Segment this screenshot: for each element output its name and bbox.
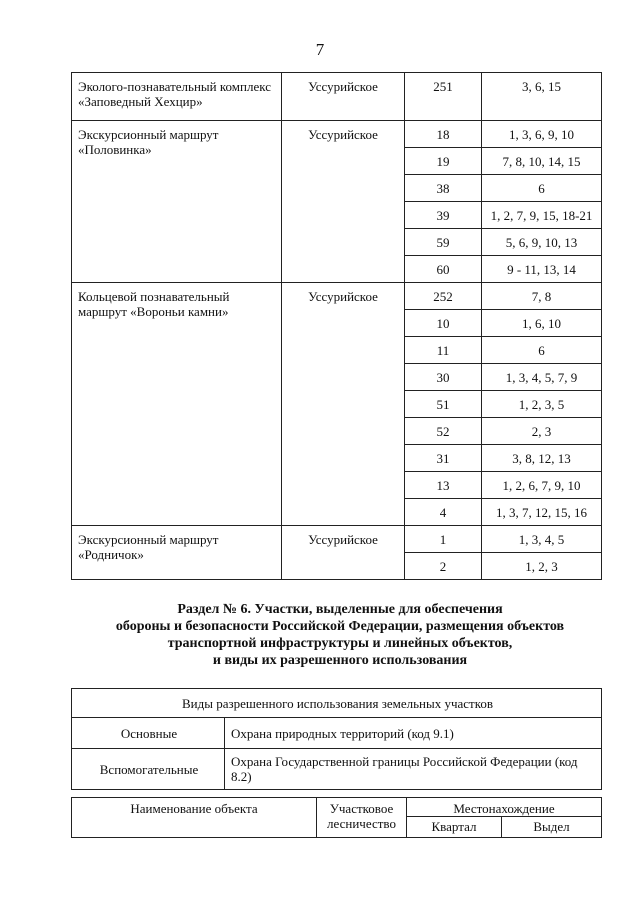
sections-cell: 6 (482, 337, 602, 364)
sections-cell: 1, 3, 4, 5 (482, 526, 602, 553)
quarter-cell: 52 (405, 418, 482, 445)
quarter-header: Квартал (407, 817, 502, 838)
quarter-cell: 13 (405, 472, 482, 499)
forestry-header: Участковое лесничество (317, 798, 407, 838)
forestry-cell: Уссурийское (282, 73, 405, 121)
sections-cell: 1, 3, 4, 5, 7, 9 (482, 364, 602, 391)
table-row (72, 283, 602, 310)
sections-cell: 1, 2, 3 (482, 553, 602, 580)
section-heading-line: Раздел № 6. Участки, выделенные для обеспечения (177, 602, 503, 617)
auxiliary-uses-label: Вспомогательные (72, 749, 225, 790)
forestry-cell: Уссурийское (282, 121, 405, 283)
table-row (72, 73, 602, 121)
section-heading-line: транспортной инфраструктуры и линейных объектов, (167, 636, 513, 651)
forestry-cell: Уссурийское (282, 526, 405, 580)
sections-cell: 2, 3 (482, 418, 602, 445)
quarter-cell: 30 (405, 364, 482, 391)
quarter-cell: 39 (405, 202, 482, 229)
quarter-cell: 18 (405, 121, 482, 148)
sections-cell: 1, 2, 3, 5 (482, 391, 602, 418)
routes-table (71, 72, 602, 580)
quarter-cell: 1 (405, 526, 482, 553)
object-name-header: Наименование объекта (72, 798, 317, 838)
quarter-cell: 10 (405, 310, 482, 337)
sections-cell: 1, 3, 6, 9, 10 (482, 121, 602, 148)
page-number: 7 (315, 40, 325, 59)
object-name-cell: Кольцевой познавательный маршрут «Вороньи камни» (72, 283, 282, 526)
table-row (72, 121, 602, 148)
object-name-cell: Экскурсионный маршрут «Половинка» (72, 121, 282, 283)
quarter-cell: 51 (405, 391, 482, 418)
section-heading-line: и виды их разрешенного использования (212, 653, 468, 668)
section-heading (60, 601, 620, 669)
quarter-cell: 60 (405, 256, 482, 283)
quarter-cell: 31 (405, 445, 482, 472)
sections-cell: 7, 8 (482, 283, 602, 310)
main-uses-label: Основные (72, 718, 225, 749)
object-name-cell: Экскурсионный маршрут «Родничок» (72, 526, 282, 580)
quarter-cell: 19 (405, 148, 482, 175)
quarter-cell: 38 (405, 175, 482, 202)
sections-cell: 5, 6, 9, 10, 13 (482, 229, 602, 256)
permitted-uses-header: Виды разрешенного использования земельных участков (72, 689, 602, 718)
sections-cell: 1, 2, 7, 9, 15, 18-21 (482, 202, 602, 229)
page-bottom-margin (0, 841, 640, 905)
quarter-cell: 2 (405, 553, 482, 580)
quarter-cell: 4 (405, 499, 482, 526)
sections-cell: 1, 6, 10 (482, 310, 602, 337)
location-header: Местонахождение (407, 798, 602, 817)
location-table (71, 797, 602, 838)
sections-cell: 1, 3, 7, 12, 15, 16 (482, 499, 602, 526)
forestry-cell: Уссурийское (282, 283, 405, 526)
quarter-cell: 252 (405, 283, 482, 310)
sections-cell: 1, 2, 6, 7, 9, 10 (482, 472, 602, 499)
object-name-cell: Эколого-познавательный комплекс «Заповедный Хехцир» (72, 73, 282, 121)
quarter-cell: 11 (405, 337, 482, 364)
quarter-cell: 251 (405, 73, 482, 121)
section-heading-line: обороны и безопасности Российской Федерации, размещения объектов (115, 619, 565, 634)
auxiliary-uses-value: Охрана Государственной границы Российской Федерации (код 8.2) (225, 749, 602, 790)
section-header: Выдел (502, 817, 602, 838)
sections-cell: 3, 8, 12, 13 (482, 445, 602, 472)
quarter-cell: 59 (405, 229, 482, 256)
permitted-uses-table (71, 688, 602, 790)
sections-cell: 3, 6, 15 (482, 73, 602, 121)
sections-cell: 6 (482, 175, 602, 202)
sections-cell: 9 - 11, 13, 14 (482, 256, 602, 283)
main-uses-value: Охрана природных территорий (код 9.1) (225, 718, 602, 749)
table-row (72, 526, 602, 553)
sections-cell: 7, 8, 10, 14, 15 (482, 148, 602, 175)
